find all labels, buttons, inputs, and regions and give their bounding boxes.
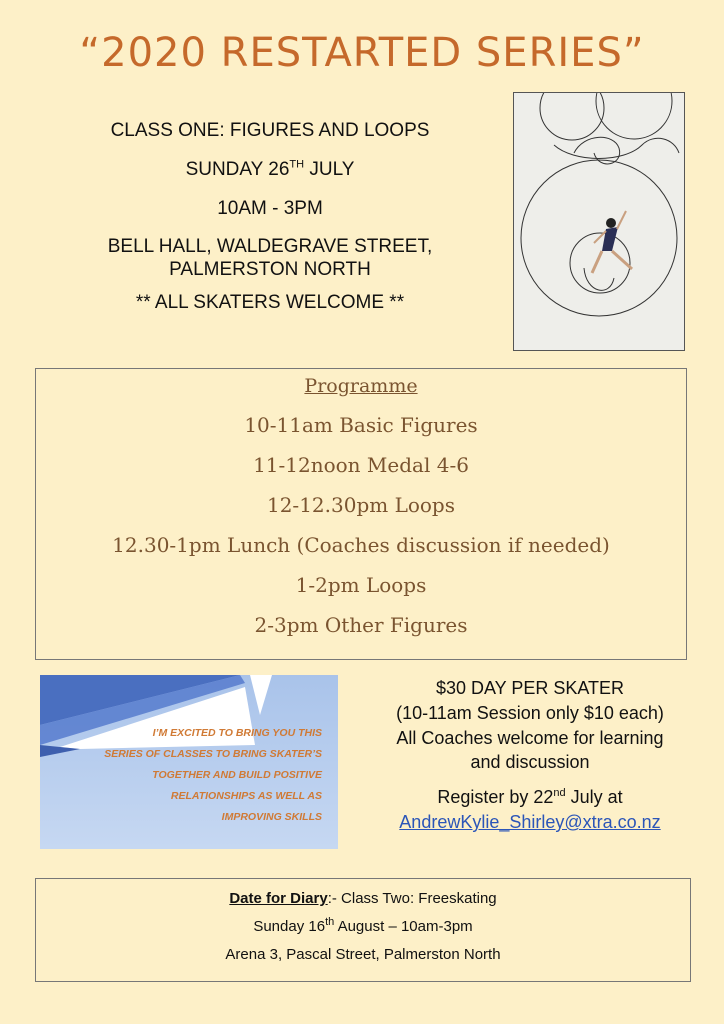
programme-box: [35, 368, 687, 660]
banner-message: I’M EXCITED TO BRING YOU THIS SERIES OF CLASSES TO BRING SKATER’S TOGETHER AND BUILD POSITIVE RELATIONSHIPS AS WELL AS IMPROVING SKILLS: [104, 727, 322, 823]
class-name: CLASS ONE: FIGURES AND LOOPS: [110, 120, 430, 141]
programme-heading: Programme: [304, 375, 418, 397]
price-line: $30 DAY PER SKATER: [435, 678, 625, 698]
programme-item: 1-2pm Loops: [295, 573, 427, 597]
message-banner: [40, 675, 338, 849]
diary-date: Sunday 16th August – 10am-3pm: [253, 916, 473, 935]
coaches-line: All Coaches welcome for learning: [396, 727, 664, 748]
pricing-info: [360, 676, 700, 835]
programme-item: 11-12noon Medal 4-6: [253, 453, 469, 477]
date-for-diary-box: [35, 878, 691, 982]
class-time: 10AM - 3PM: [217, 197, 323, 219]
programme-item: 12.30-1pm Lunch (Coaches discussion if needed): [112, 533, 610, 557]
coaches-line: and discussion: [470, 752, 590, 773]
diary-venue: Arena 3, Pascal Street, Palmerston North: [225, 946, 501, 963]
class-info: [80, 120, 460, 331]
price-line: (10-11am Session only $10 each): [396, 702, 664, 723]
skater-photo: [513, 92, 685, 351]
email-link[interactable]: AndrewKylie_Shirley@xtra.co.nz: [399, 812, 661, 833]
welcome-note: ** ALL SKATERS WELCOME **: [135, 291, 405, 313]
diary-heading: Date for Diary:- Class Two: Freeskating: [229, 890, 497, 907]
programme-item: 10-11am Basic Figures: [244, 413, 478, 437]
class-date: SUNDAY 26TH JULY: [185, 158, 355, 180]
page-title: “2020 RESTARTED SERIES”: [79, 30, 645, 76]
programme-item: 2-3pm Other Figures: [254, 613, 468, 637]
register-line: Register by 22nd July at: [437, 787, 623, 808]
class-venue: BELL HALL, WALDEGRAVE STREET, PALMERSTON NORTH: [107, 236, 433, 281]
programme-item: 12-12.30pm Loops: [266, 493, 456, 517]
